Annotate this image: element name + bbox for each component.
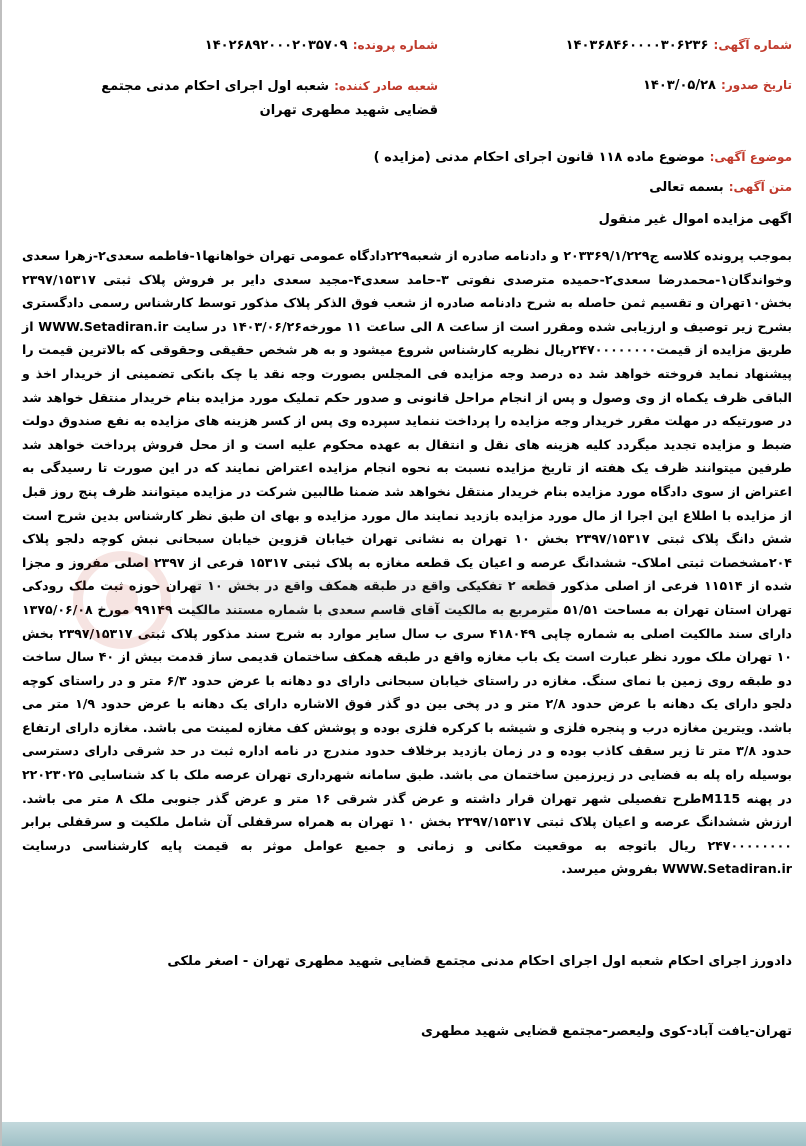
- text-intro-label: متن آگهی:: [728, 180, 792, 194]
- bottom-bar: [2, 1122, 806, 1146]
- text-intro-value: بسمه تعالی: [649, 180, 724, 195]
- subject-label: موضوع آگهی:: [709, 150, 792, 164]
- signature-line: دادورز اجرای احکام شعبه اول اجرای احکام مدنی مجتمع قضایی شهید مطهری تهران - اصغر ملکی: [167, 954, 792, 969]
- subject-field: [32, 146, 792, 165]
- issuer-label: شعبه صادر کننده:: [334, 79, 438, 93]
- issuer-value: شعبه اول اجرای احکام مدنی مجتمع قضایی شهید مطهری تهران: [101, 79, 438, 118]
- case-number-label: شماره پرونده:: [352, 38, 438, 52]
- issue-date-value: ۱۴۰۳/۰۵/۲۸: [642, 78, 716, 93]
- case-number-value: ۱۴۰۲۶۸۹۲۰۰۰۲۰۳۵۷۰۹: [204, 38, 348, 53]
- address-line: تهران-یافت آباد-کوی ولیعصر-مجتمع قضایی شهید مطهری: [420, 1024, 792, 1039]
- ad-number-label: شماره آگهی:: [713, 38, 792, 52]
- ad-number-field: [532, 34, 792, 53]
- text-intro-field: [32, 176, 792, 195]
- case-number-field: [178, 34, 438, 53]
- notice-body: بموجب پرونده کلاسه ج۲۰۳۳۶۹/۱/۲۲۹ و دادنامه صادره از شعبه۲۲۹دادگاه عمومی تهران خواهانها۱-فاطمه سعدی۲-زهرا سعدی وخواندگان۱-محمدرضا سعدی۲-حمیده مترصدی نفوتی ۳-حامد سعدی۴-مجید سعدی دایر بر فروش پلاک ثبتی ۲۳۹۷/۱۵۳۱۷ بخش۱۰تهران و تقسیم ثمن حاصله به شرح دادنامه صادره از شعب فوق الذکر پلاک مذکور توسط کارشناس رسمی دادگستری بشرح زیر توصیف و ارزیابی شده ومقرر است از ساعت ۸ الی ساعت ۱۱ مورخه۱۴۰۳/۰۶/۲۶ در سایت WWW.Setadiran.ir از طریق مزایده از قیمت۲۴۷۰۰۰۰۰۰۰۰ریال نظریه کارشناس شروع میشود و به هر شخص حقیقی وحقوقی که بالاترین قیمت را پیشنهاد نماید فروخته خواهد شد ده درصد وجه مزایده فی المجلس بصورت وجه نقد یا چک بانکی تضمینی از خریدار اخذ و الباقی ظرف یکماه از وی وصول و پس از انجام مراحل قانونی و صدور حکم تملیک مورد مزایده بنام خریدار منتقل خواهد شد در صورتیکه در مهلت مقرر خریدار وجه مزایده را پرداخت ننماید سپرده وی پس از کسر هزینه های مزایده به نفع صندوق دولت ضبط و مزایده تجدید میگردد کلیه هزینه های نقل و انتقال به عهده محکوم علیه است و از محل فروش پرداخت خواهد شد طرفین میتوانند ظرف یک هفته از تاریخ مزایده نسبت به نحوه انجام مزایده اعتراض نمایند که در این صورت تا رسیدگی به اعتراض از سوی دادگاه مورد مزایده بنام خریدار منتقل نخواهد شد ضمنا طالبین شرکت در مزایده میتوانند ظرف پنج روز قبل از مزایده با اطلاع این اجرا از مال مورد مزایده بازدید نمایند مال مورد مزایده و بهای ان طبق نظر کارشناس بدین شرح است شش دانگ پلاک ثبتی ۲۳۹۷/۱۵۳۱۷ بخش ۱۰ تهران به نشانی تهران خیابان قزوین خیابان سبحانی نبش کوچه دلجو پلاک ۲۰۴مشخصات ثبتی املاک- ششدانگ عرصه و اعیان یک قطعه مغازه به پلاک ثبتی ۱۵۳۱۷ فرعی از ۲۳۹۷ اصلی مفروز و مجزا شده از ۱۱۵۱۴ فرعی از اصلی مذکور قطعه ۲ تفکیکی واقع در طبقه همکف واقع در بخش ۱۰ تهران حوزه ثبت ملک رودکی تهران استان تهران به مساحت ۵۱/۵۱ مترمربع به مالکیت آقای قاسم سعدی با شماره مستند مالکیت ۹۹۱۴۹ مورخ ۱۳۷۵/۰۶/۰۸ دارای سند مالکیت اصلی به شماره چاپی ۴۱۸۰۴۹ سری ب سال سایر موارد به شرح سند مذکور پلاک ثبتی ۲۳۹۷/۱۵۳۱۷ بخش ۱۰ تهران ملک مورد نظر عبارت است یک باب مغازه واقع در طبقه همکف ساختمان قدیمی ساز قدمت بیش از ۴۰ سال ساخت دو طبقه روی زمین با نمای سنگ. مغازه در راستای خیابان سبحانی دارای دو دهانه با عرض حدود ۶/۳ متر و در راستای کوچه دلجو دارای یک دهانه با عرض حدود ۲/۸ متر و در پخی بین دو گذر فوق الاشاره دارای یک دهانه با عرض حدود ۱/۹ متر می باشد. ویترین مغازه درب و پنجره فلزی و شیشه با کرکره فلزی بوده و پوشش کف مغازه لمینت می باشد. مغازه دارای ارتفاع حدود ۳/۸ متر تا زیر سقف کاذب بوده و در زمان بازدید برخلاف حدود مندرج در نامه اداره ثبت در حد شرقی دارای دسترسی بوسیله راه پله به فضایی در زیرزمین ساختمان می باشد. طبق سامانه شهرداری تهران عرصه ملک با کد شناسایی ۲۲۰۲۳۰۲۵ در پهنه M115طرح تفصیلی شهر تهران قرار داشته و عرض گذر شرقی ۱۶ متر و عرض گذر جنوبی ملک ۸ متر می باشد. ارزش ششدانگ عرصه و اعیان پلاک ثبتی ۲۳۹۷/۱۵۳۱۷ بخش ۱۰ تهران به همراه سرقفلی آن شامل ملکیت و سرقفلی برابر ۲۴۷۰۰۰۰۰۰۰۰ ریال باتوجه به موقعیت مکانی و زمانی و جمیع عوامل موثر به قیمت پایه کارشناسی درسایت WWW.Setadiran.ir بفروش میرسد.: [22, 248, 793, 877]
- issuer-field: [78, 74, 438, 122]
- notice-title: اگهی مزایده اموال غیر منقول: [598, 212, 792, 227]
- subject-value: موضوع ماده ۱۱۸ قانون اجرای احکام مدنی (مزایده ): [373, 150, 705, 165]
- issue-date-field: [532, 74, 792, 93]
- issue-date-label: تاریخ صدور:: [721, 78, 792, 92]
- ad-number-value: ۱۴۰۳۶۸۴۶۰۰۰۰۳۰۶۲۳۶: [565, 38, 709, 53]
